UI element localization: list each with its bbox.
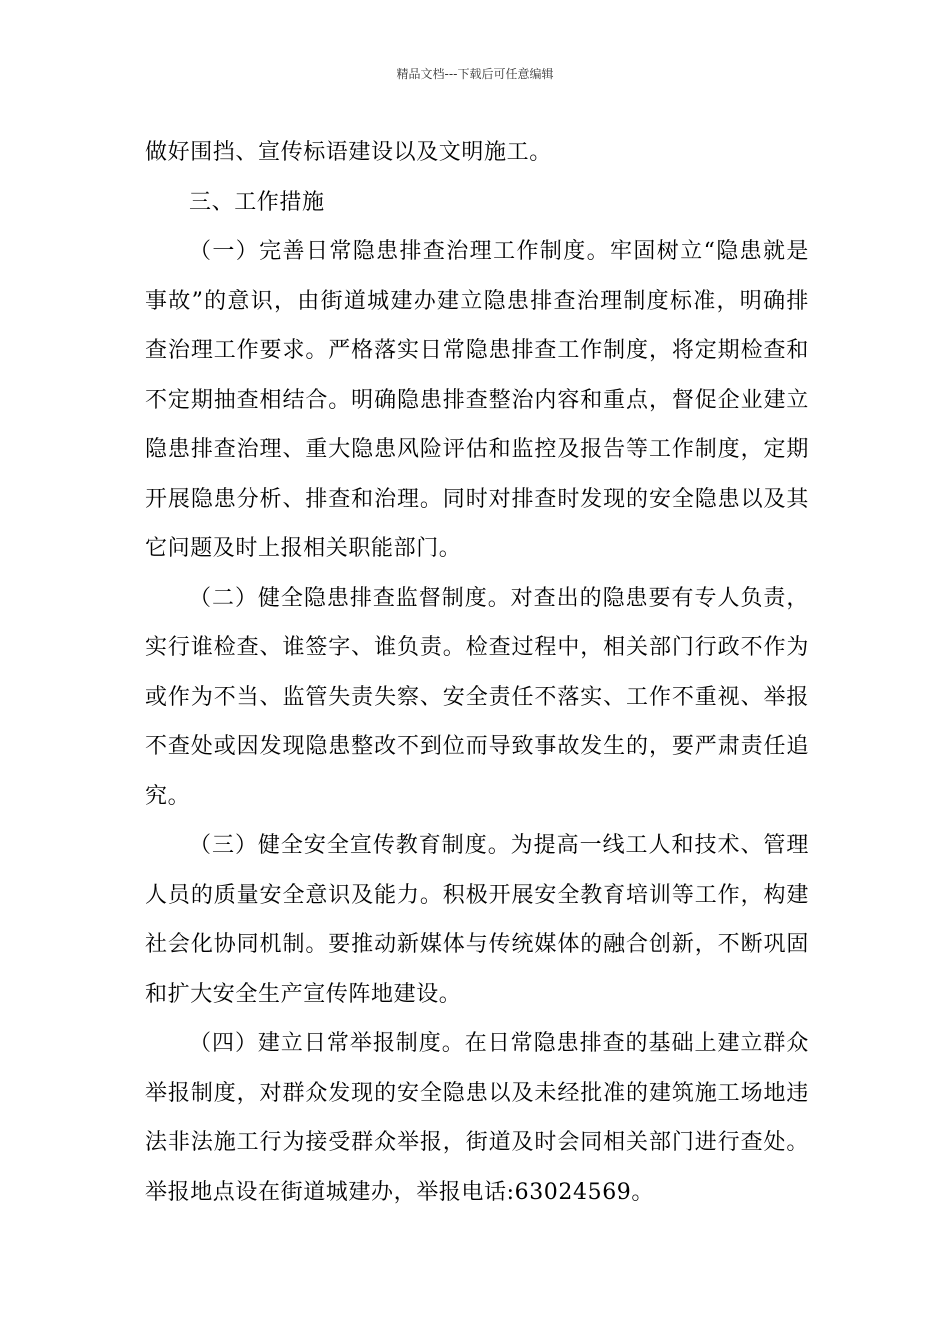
paragraph-measure-3: （三）健全安全宣传教育制度。为提高一线工人和技术、管理人员的质量安全意识及能力。积极开展安全教育培训等工作，构建社会化协同机制。要推动新媒体与传统媒体的融合创新，不断巩固和扩大安全生产宣传阵地建设。 (145, 833, 809, 1007)
paragraph-measure-1: （一）完善日常隐患排查治理工作制度。牢固树立“隐患就是事故”的意识，由街道城建办建立隐患排查治理制度标准，明确排查治理工作要求。严格落实日常隐患排查工作制度，将定期检查和不定期抽查相结合。明确隐患排查整治内容和重点，督促企业建立隐患排查治理、重大隐患风险评估和监控及报告等工作制度，定期开展隐患分析、排查和治理。同时对排查时发现的安全隐患以及其它问题及时上报相关职能部门。 (145, 239, 809, 561)
page-header: 精品文档---下载后可任意编辑 (396, 67, 554, 81)
paragraph-continuation: 做好围挡、宣传标语建设以及文明施工。 (145, 140, 552, 165)
document-body (145, 128, 809, 1217)
paragraph-measure-4: （四）建立日常举报制度。在日常隐患排查的基础上建立群众举报制度，对群众发现的安全隐患以及未经批准的建筑施工场地违法非法施工行为接受群众举报，街道及时会同相关部门进行查处。举报地点设在街道城建办，举报电话:63024569。 (145, 1031, 809, 1205)
section-heading: 三、工作措施 (189, 189, 325, 215)
paragraph-measure-2: （二）健全隐患排查监督制度。对查出的隐患要有专人负责，实行谁检查、谁签字、谁负责。检查过程中，相关部门行政不作为或作为不当、监管失责失察、安全责任不落实、工作不重视、举报不查处或因发现隐患整改不到位而导致事故发生的，要严肃责任追究。 (145, 585, 809, 809)
